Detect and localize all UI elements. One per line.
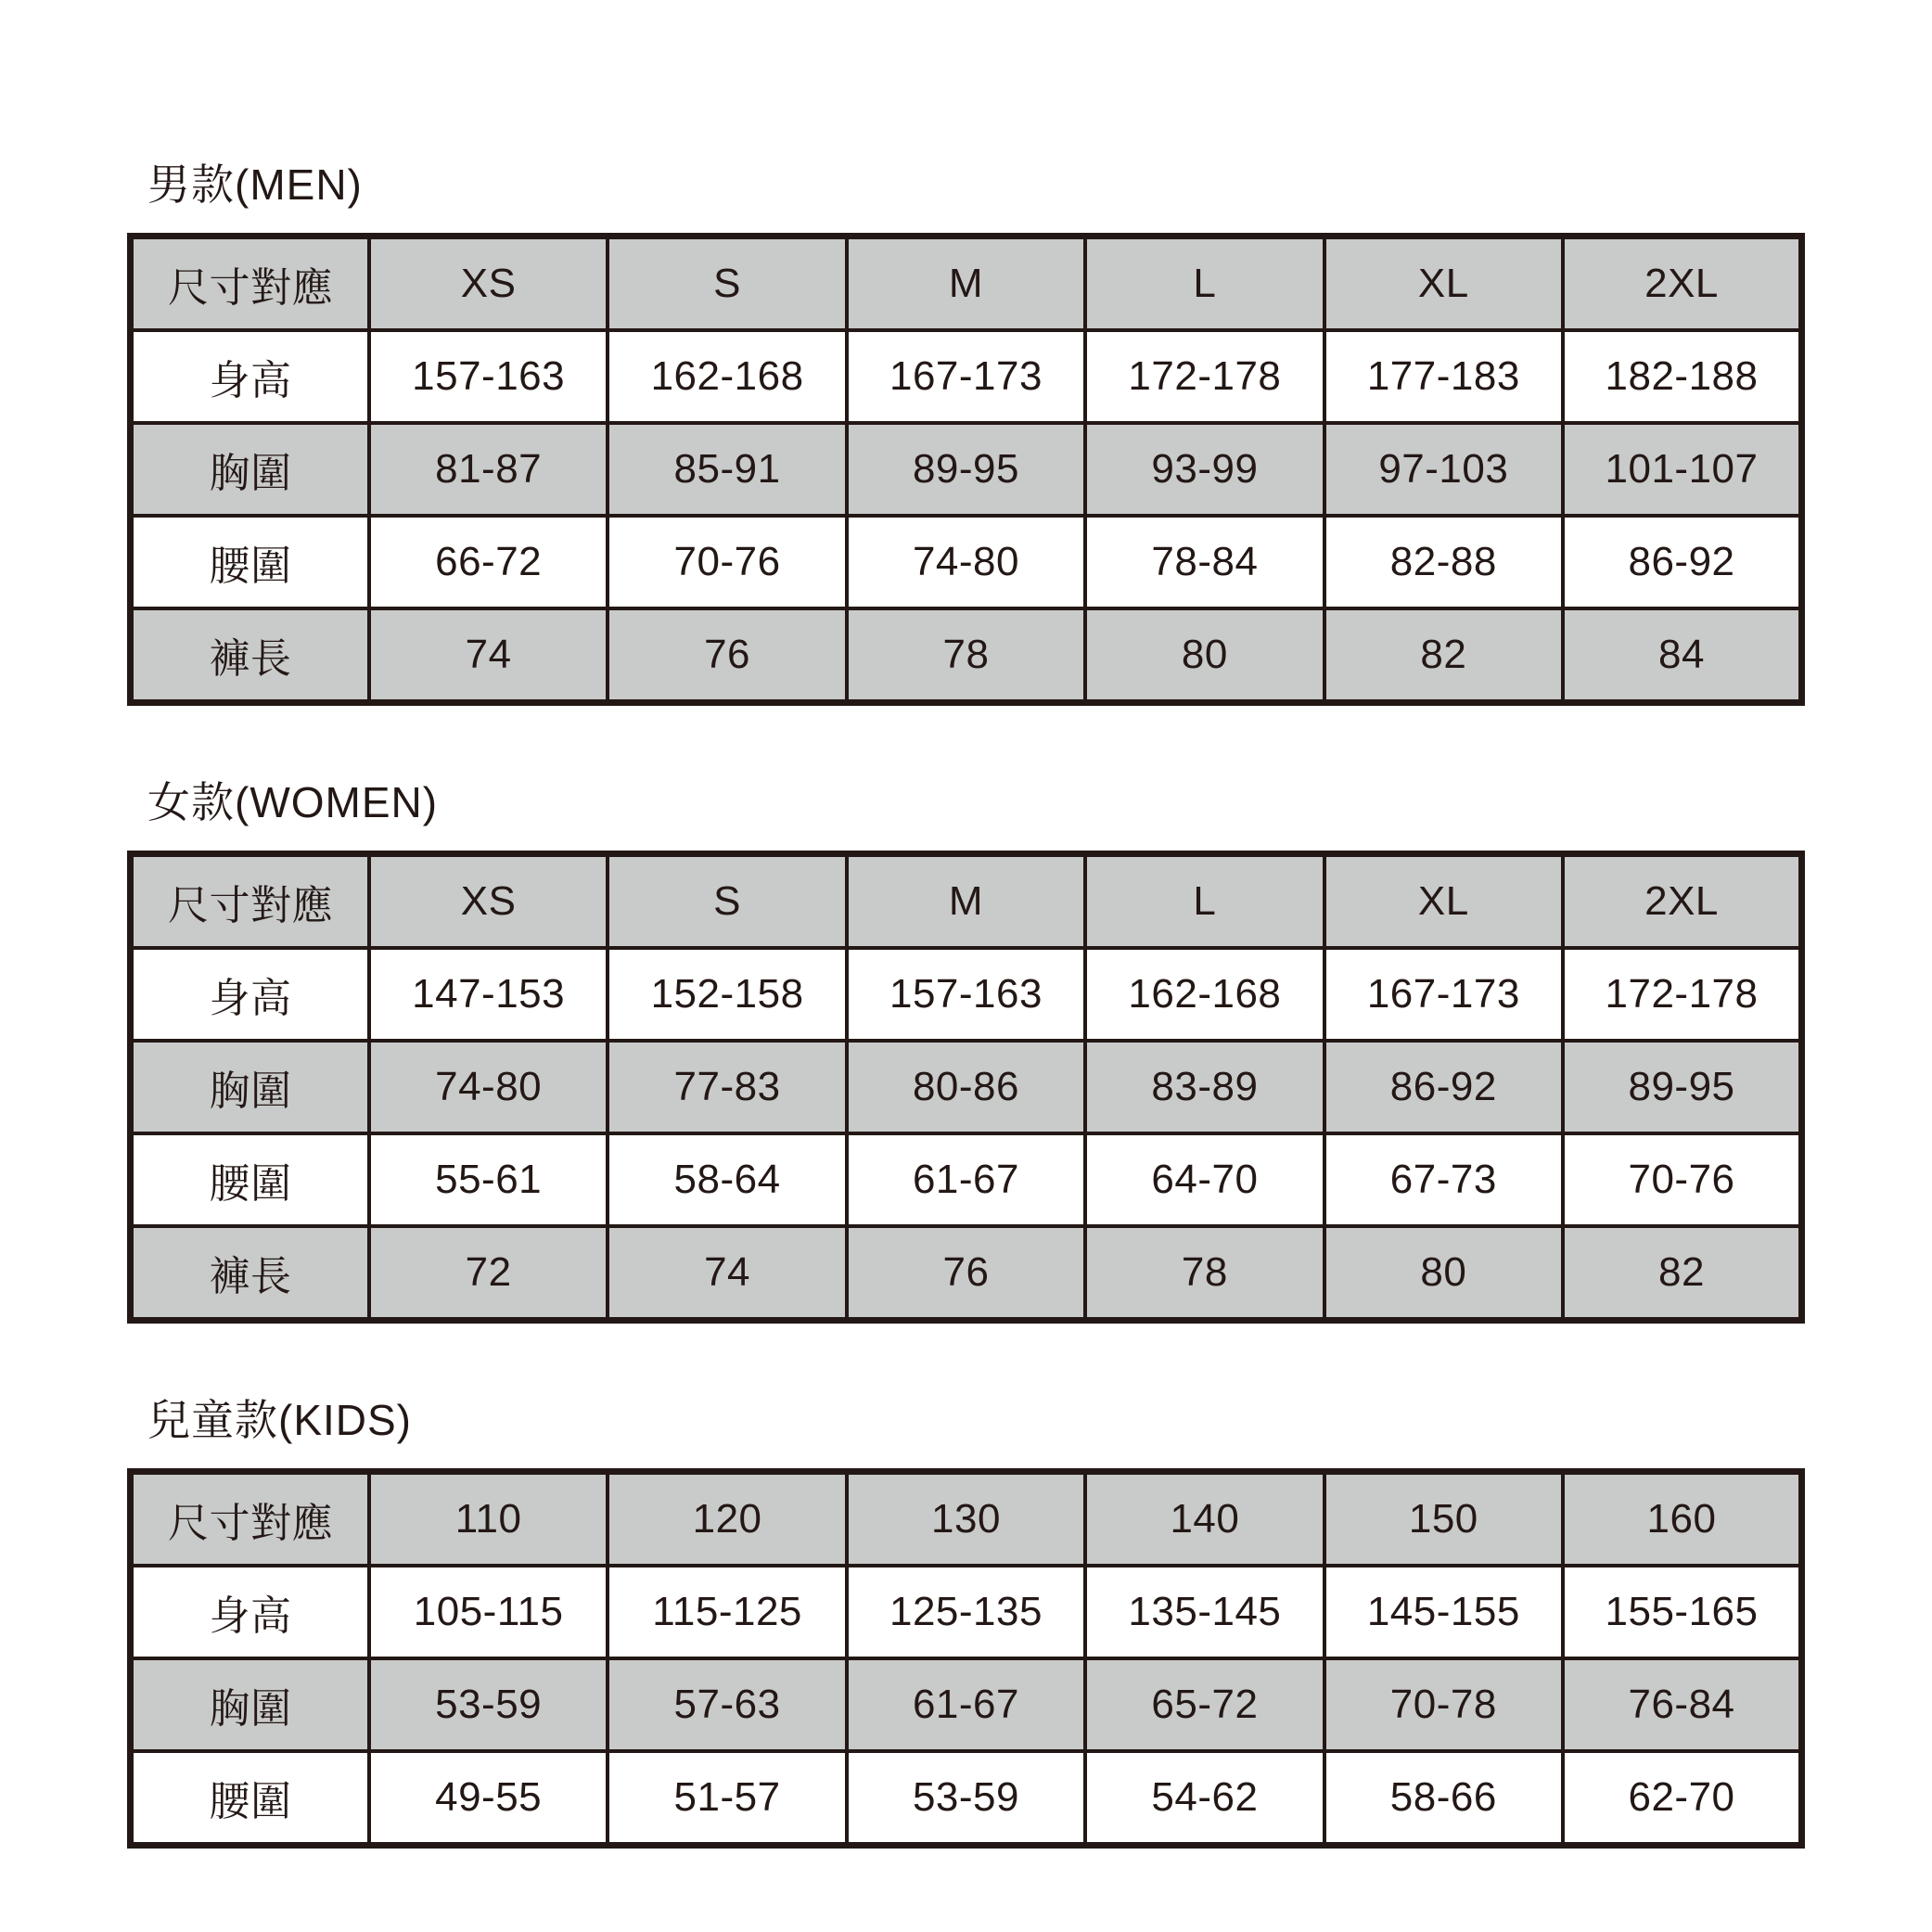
header-cell: L bbox=[1085, 854, 1324, 949]
value-cell: 82 bbox=[1563, 1226, 1801, 1321]
value-cell: 74-80 bbox=[369, 1041, 608, 1133]
value-cell: 115-125 bbox=[608, 1566, 846, 1658]
men-section bbox=[127, 162, 1805, 706]
value-cell: 70-76 bbox=[1563, 1133, 1801, 1226]
row-label-cell: 胸圍 bbox=[131, 1658, 369, 1751]
row-label-cell: 腰圍 bbox=[131, 1751, 369, 1846]
value-cell: 57-63 bbox=[608, 1658, 846, 1751]
value-cell: 89-95 bbox=[1563, 1041, 1801, 1133]
value-cell: 78 bbox=[1085, 1226, 1324, 1321]
value-cell: 85-91 bbox=[608, 423, 846, 516]
value-cell: 172-178 bbox=[1085, 330, 1324, 423]
men-chest-row bbox=[131, 423, 1802, 516]
header-cell: S bbox=[608, 237, 846, 331]
value-cell: 152-158 bbox=[608, 948, 846, 1041]
row-label-cell: 胸圍 bbox=[131, 423, 369, 516]
header-cell: 140 bbox=[1085, 1472, 1324, 1567]
value-cell: 58-64 bbox=[608, 1133, 846, 1226]
value-cell: 89-95 bbox=[847, 423, 1085, 516]
header-cell: 110 bbox=[369, 1472, 608, 1567]
value-cell: 61-67 bbox=[847, 1658, 1085, 1751]
women-section-title: 女款(WOMEN) bbox=[147, 778, 439, 826]
row-label-cell: 身高 bbox=[131, 1566, 369, 1658]
header-cell: XS bbox=[369, 854, 608, 949]
kids-height-row bbox=[131, 1566, 1802, 1658]
value-cell: 54-62 bbox=[1085, 1751, 1324, 1846]
value-cell: 182-188 bbox=[1563, 330, 1801, 423]
kids-section bbox=[127, 1398, 1805, 1849]
value-cell: 65-72 bbox=[1085, 1658, 1324, 1751]
value-cell: 58-66 bbox=[1324, 1751, 1563, 1846]
value-cell: 80-86 bbox=[847, 1041, 1085, 1133]
value-cell: 101-107 bbox=[1563, 423, 1801, 516]
value-cell: 125-135 bbox=[847, 1566, 1085, 1658]
header-cell: 2XL bbox=[1563, 854, 1801, 949]
value-cell: 70-78 bbox=[1324, 1658, 1563, 1751]
header-cell: XS bbox=[369, 237, 608, 331]
header-cell: XL bbox=[1324, 237, 1563, 331]
value-cell: 155-165 bbox=[1563, 1566, 1801, 1658]
kids-waist-row bbox=[131, 1751, 1802, 1846]
value-cell: 167-173 bbox=[847, 330, 1085, 423]
value-cell: 86-92 bbox=[1563, 516, 1801, 608]
men-waist-row bbox=[131, 516, 1802, 608]
value-cell: 145-155 bbox=[1324, 1566, 1563, 1658]
value-cell: 62-70 bbox=[1563, 1751, 1801, 1846]
value-cell: 53-59 bbox=[369, 1658, 608, 1751]
value-cell: 74-80 bbox=[847, 516, 1085, 608]
value-cell: 66-72 bbox=[369, 516, 608, 608]
kids-size-table bbox=[127, 1468, 1805, 1849]
value-cell: 147-153 bbox=[369, 948, 608, 1041]
row-label-cell: 褲長 bbox=[131, 608, 369, 703]
header-cell: M bbox=[847, 854, 1085, 949]
value-cell: 76-84 bbox=[1563, 1658, 1801, 1751]
value-cell: 78-84 bbox=[1085, 516, 1324, 608]
value-cell: 135-145 bbox=[1085, 1566, 1324, 1658]
value-cell: 86-92 bbox=[1324, 1041, 1563, 1133]
kids-header-row bbox=[131, 1472, 1802, 1567]
header-cell: 160 bbox=[1563, 1472, 1801, 1567]
row-label-cell: 褲長 bbox=[131, 1226, 369, 1321]
row-label-cell: 胸圍 bbox=[131, 1041, 369, 1133]
value-cell: 81-87 bbox=[369, 423, 608, 516]
women-pant-length-row bbox=[131, 1226, 1802, 1321]
value-cell: 76 bbox=[847, 1226, 1085, 1321]
men-pant-length-row bbox=[131, 608, 1802, 703]
value-cell: 64-70 bbox=[1085, 1133, 1324, 1226]
kids-chest-row bbox=[131, 1658, 1802, 1751]
men-height-row bbox=[131, 330, 1802, 423]
value-cell: 93-99 bbox=[1085, 423, 1324, 516]
women-chest-row bbox=[131, 1041, 1802, 1133]
value-cell: 55-61 bbox=[369, 1133, 608, 1226]
header-cell: 130 bbox=[847, 1472, 1085, 1567]
women-header-row bbox=[131, 854, 1802, 949]
kids-section-title: 兒童款(KIDS) bbox=[147, 1396, 412, 1444]
value-cell: 70-76 bbox=[608, 516, 846, 608]
value-cell: 82 bbox=[1324, 608, 1563, 703]
value-cell: 172-178 bbox=[1563, 948, 1801, 1041]
value-cell: 74 bbox=[608, 1226, 846, 1321]
header-cell: XL bbox=[1324, 854, 1563, 949]
value-cell: 72 bbox=[369, 1226, 608, 1321]
value-cell: 74 bbox=[369, 608, 608, 703]
header-cell: S bbox=[608, 854, 846, 949]
value-cell: 76 bbox=[608, 608, 846, 703]
header-cell: 尺寸對應 bbox=[131, 237, 369, 331]
row-label-cell: 身高 bbox=[131, 330, 369, 423]
men-size-table bbox=[127, 233, 1805, 706]
value-cell: 157-163 bbox=[847, 948, 1085, 1041]
value-cell: 61-67 bbox=[847, 1133, 1085, 1226]
value-cell: 78 bbox=[847, 608, 1085, 703]
header-cell: 120 bbox=[608, 1472, 846, 1567]
value-cell: 53-59 bbox=[847, 1751, 1085, 1846]
header-cell: 尺寸對應 bbox=[131, 854, 369, 949]
header-cell: 150 bbox=[1324, 1472, 1563, 1567]
value-cell: 177-183 bbox=[1324, 330, 1563, 423]
value-cell: 80 bbox=[1324, 1226, 1563, 1321]
header-cell: 2XL bbox=[1563, 237, 1801, 331]
header-cell: 尺寸對應 bbox=[131, 1472, 369, 1567]
value-cell: 51-57 bbox=[608, 1751, 846, 1846]
women-height-row bbox=[131, 948, 1802, 1041]
value-cell: 97-103 bbox=[1324, 423, 1563, 516]
header-cell: L bbox=[1085, 237, 1324, 331]
women-section bbox=[127, 780, 1805, 1324]
men-header-row bbox=[131, 237, 1802, 331]
value-cell: 157-163 bbox=[369, 330, 608, 423]
value-cell: 49-55 bbox=[369, 1751, 608, 1846]
row-label-cell: 身高 bbox=[131, 948, 369, 1041]
value-cell: 77-83 bbox=[608, 1041, 846, 1133]
value-cell: 162-168 bbox=[608, 330, 846, 423]
men-section-title: 男款(MEN) bbox=[147, 160, 363, 209]
value-cell: 162-168 bbox=[1085, 948, 1324, 1041]
value-cell: 82-88 bbox=[1324, 516, 1563, 608]
row-label-cell: 腰圍 bbox=[131, 516, 369, 608]
value-cell: 167-173 bbox=[1324, 948, 1563, 1041]
value-cell: 83-89 bbox=[1085, 1041, 1324, 1133]
value-cell: 67-73 bbox=[1324, 1133, 1563, 1226]
value-cell: 105-115 bbox=[369, 1566, 608, 1658]
value-cell: 84 bbox=[1563, 608, 1801, 703]
value-cell: 80 bbox=[1085, 608, 1324, 703]
header-cell: M bbox=[847, 237, 1085, 331]
women-waist-row bbox=[131, 1133, 1802, 1226]
row-label-cell: 腰圍 bbox=[131, 1133, 369, 1226]
women-size-table bbox=[127, 851, 1805, 1324]
